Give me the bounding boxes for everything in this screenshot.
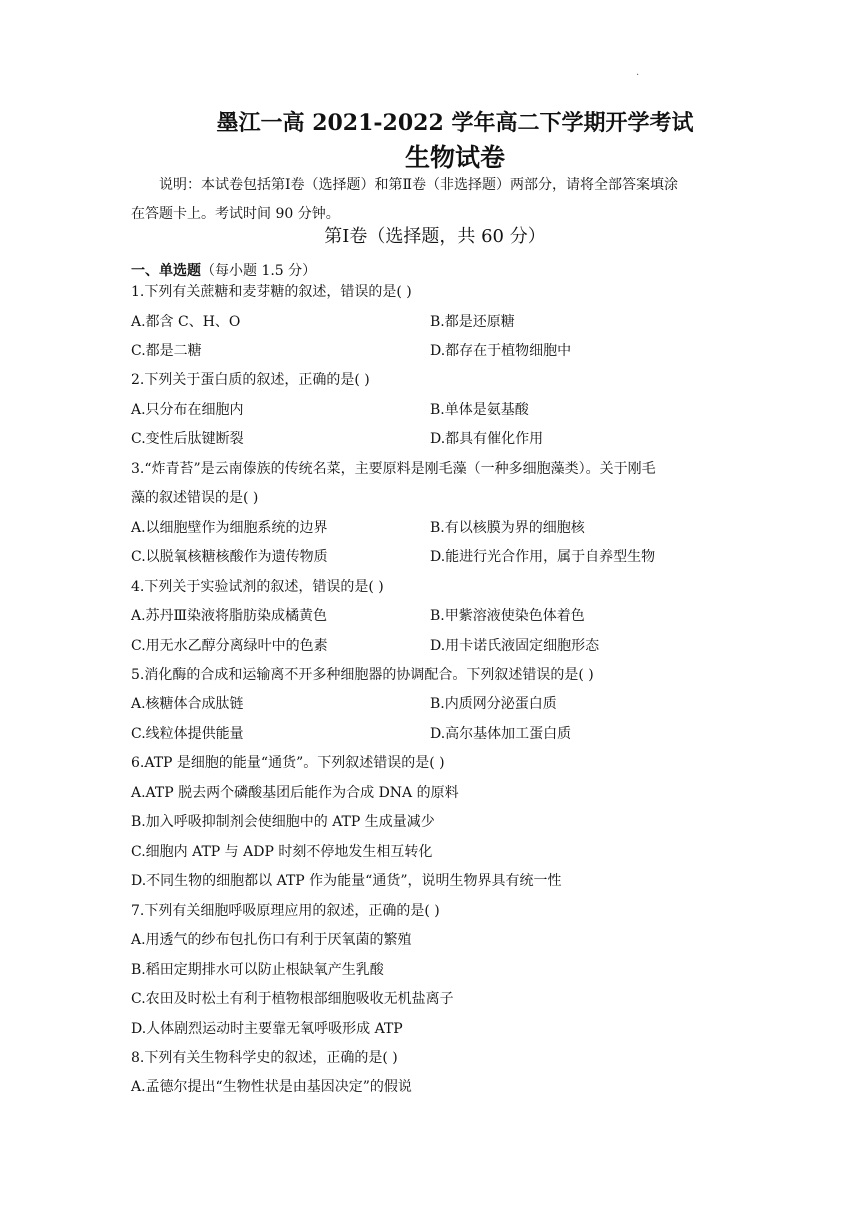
question-1-option-a: A.都含 C、H、O: [131, 314, 241, 330]
question-7-stem: 7.下列有关细胞呼吸原理应用的叙述，正确的是( ): [131, 903, 440, 919]
question-2-option-b: B.单体是氨基酸: [430, 402, 529, 418]
question-6-option-c: C.细胞内 ATP 与 ADP 时刻不停地发生相互转化: [131, 844, 433, 860]
part-heading-score: （每小题 1.5 分）: [201, 263, 317, 279]
question-5-option-b: B.内质网分泌蛋白质: [430, 696, 557, 712]
instructions-line-1: 说明：本试卷包括第Ⅰ卷（选择题）和第Ⅱ卷（非选择题）两部分，请将全部答案填涂: [159, 177, 679, 193]
question-6-stem: 6.ATP 是细胞的能量“通货”。下列叙述错误的是( ): [131, 755, 445, 771]
question-7-option-a: A.用透气的纱布包扎伤口有利于厌氧菌的繁殖: [131, 932, 412, 948]
question-4-option-a: A.苏丹Ⅲ染液将脂肪染成橘黄色: [131, 608, 328, 624]
question-7-option-c: C.农田及时松土有利于植物根部细胞吸收无机盐离子: [131, 991, 454, 1007]
question-7-option-b: B.稻田定期排水可以防止根缺氧产生乳酸: [131, 962, 384, 978]
instructions: [131, 171, 731, 229]
question-3-option-b: B.有以核膜为界的细胞核: [430, 520, 585, 536]
question-1-stem: 1.下列有关蔗糖和麦芽糖的叙述，错误的是( ): [131, 284, 412, 300]
question-2-stem: 2.下列关于蛋白质的叙述，正确的是( ): [131, 372, 370, 388]
question-8-stem: 8.下列有关生物科学史的叙述，正确的是( ): [131, 1050, 398, 1066]
question-3-option-a: A.以细胞壁作为细胞系统的边界: [131, 520, 328, 536]
question-4-option-d: D.用卡诺氏液固定细胞形态: [430, 638, 600, 654]
part-heading: [131, 261, 316, 281]
part-heading-label: 一、单选题: [131, 263, 201, 279]
exam-subject: 生物试卷: [404, 143, 505, 172]
question-6-option-d: D.不同生物的细胞都以 ATP 作为能量“通货”，说明生物界具有统一性: [131, 873, 562, 889]
question-6-option-a: A.ATP 脱去两个磷酸基团后能作为合成 DNA 的原料: [131, 785, 459, 801]
question-5-option-d: D.高尔基体加工蛋白质: [430, 726, 572, 742]
question-2-option-d: D.都具有催化作用: [430, 431, 544, 447]
question-2-option-a: A.只分布在细胞内: [131, 402, 244, 418]
question-4-stem: 4.下列关于实验试剂的叙述，错误的是( ): [131, 579, 384, 595]
question-7-option-d: D.人体剧烈运动时主要靠无氧呼吸形成 ATP: [131, 1021, 403, 1037]
question-5-stem: 5.消化酶的合成和运输离不开多种细胞器的协调配合。下列叙述错误的是( ): [131, 667, 594, 683]
question-1-option-c: C.都是二糖: [131, 343, 202, 359]
question-8-option-a: A.孟德尔提出“生物性状是由基因决定”的假说: [131, 1079, 412, 1095]
question-6-option-b: B.加入呼吸抑制剂会使细胞中的 ATP 生成量减少: [131, 814, 435, 830]
question-3-stem-line-2: 藻的叙述错误的是( ): [131, 490, 259, 506]
section-title: 第Ⅰ卷（选择题，共 60 分）: [324, 226, 546, 247]
question-3-stem-line-1: 3.“炸青苔”是云南傣族的传统名菜，主要原料是刚毛藻（一种多细胞藻类）。关于刚毛: [131, 461, 656, 477]
question-3-option-d: D.能进行光合作用，属于自养型生物: [430, 549, 656, 565]
question-5-option-a: A.核糖体合成肽链: [131, 696, 244, 712]
question-5-option-c: C.线粒体提供能量: [131, 726, 244, 742]
instructions-line-2: 在答题卡上。考试时间 90 分钟。: [131, 206, 340, 222]
question-1-option-d: D.都存在于植物细胞中: [430, 343, 572, 359]
question-3-option-c: C.以脱氧核糖核酸作为遗传物质: [131, 549, 328, 565]
corner-mark: ·: [636, 70, 640, 81]
question-4-option-c: C.用无水乙醇分离绿叶中的色素: [131, 638, 328, 654]
exam-title: 墨江一高 2021-2022 学年高二下学期开学考试: [216, 110, 694, 136]
question-1-option-b: B.都是还原糖: [430, 314, 515, 330]
question-4-option-b: B.甲紫溶液使染色体着色: [430, 608, 585, 624]
question-2-option-c: C.变性后肽键断裂: [131, 431, 244, 447]
